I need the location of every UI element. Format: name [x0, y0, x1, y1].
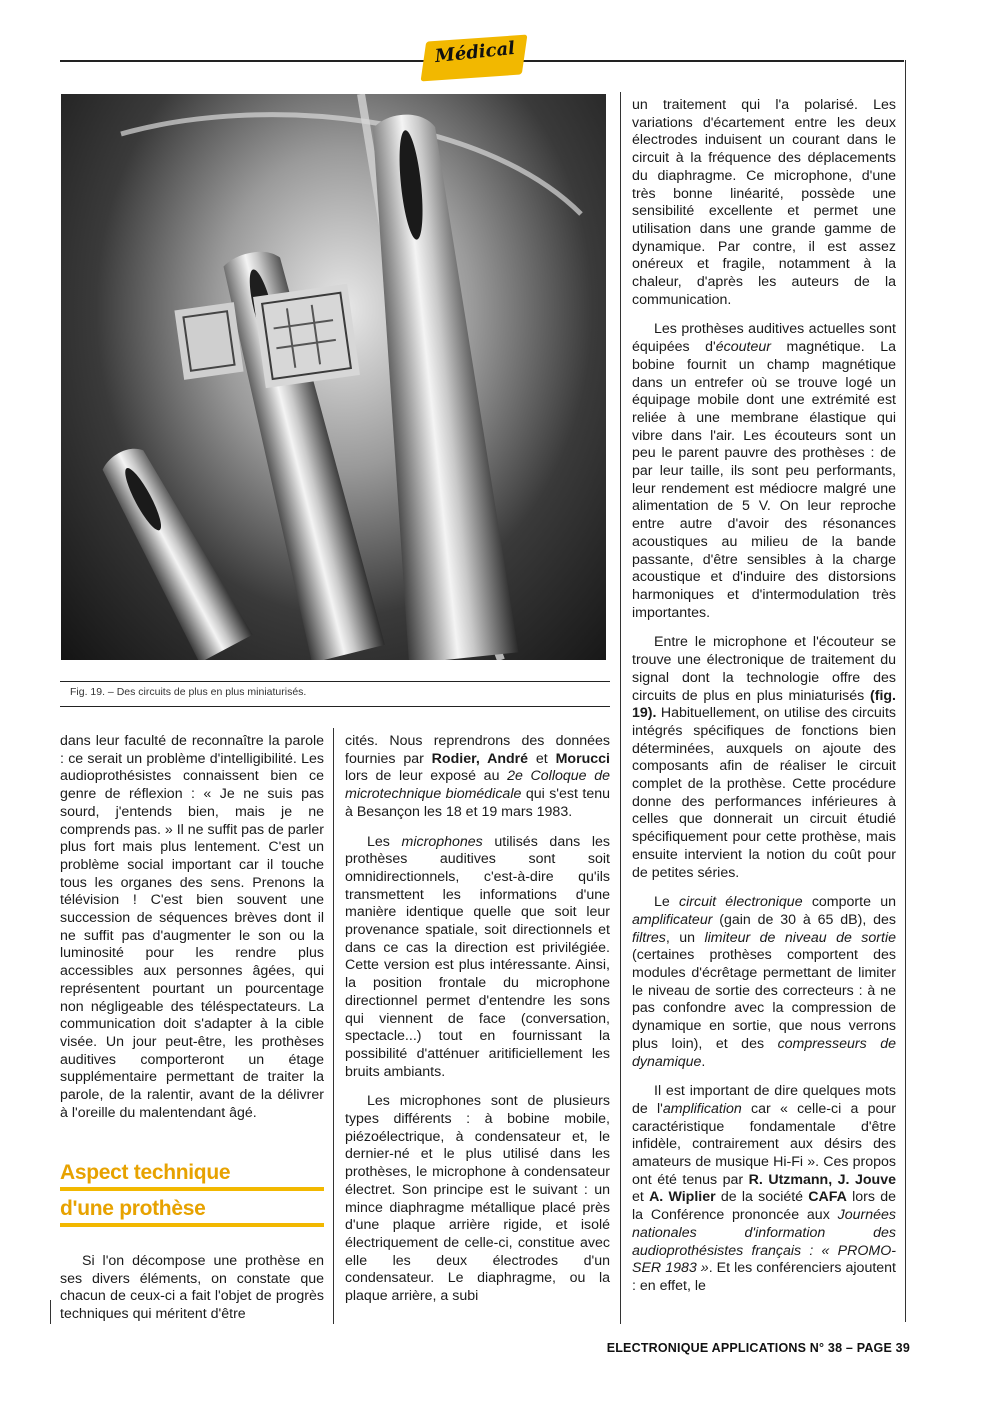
- figure-19-photo: [61, 94, 606, 660]
- section-heading-line-1: Aspect technique: [60, 1161, 324, 1191]
- section-heading-line-2: d'une prothèse: [60, 1197, 324, 1227]
- column-2: [345, 733, 610, 1318]
- column-1-bottom: [60, 1253, 324, 1336]
- col3-paragraph-4: Le circuit électronique comporte un amplificateur (gain de 30 à 65 dB), des filtres, un limiteur de niveau de sortie (certaines prothèses comportent des modules d'écrêtage permettant de limiter le niveau de sortie des correcteurs : à ne pas confondre avec la compression de dynamique en sortie, que nous verrons plus loin), et des compresseurs de dynamique.: [632, 894, 896, 1070]
- page-footer: ELECTRONIQUE APPLICATIONS N° 38 – PAGE 39: [606, 1341, 910, 1355]
- header-rule-left: [60, 60, 428, 62]
- col3-paragraph-3: Entre le microphone et l'écouteur se trouve une électronique de traitement du signal dont la technologie offre des circuits de plus en plus miniaturisés (fig. 19). Habituellement, on utilise des circuits intégrés spécifiques de fonctions bien déterminées, auxquels on ajoute des composants afin de réaliser le circuit complet de la prothèse. Cette procédure donne des performances inférieures à celles que donnerait un circuit étudié spécifiquement pour cette prothèse, mais ensuite intervient la notion du coût pour de petites séries.: [632, 634, 896, 881]
- col1-paragraph-1: dans leur faculté de reconnaître la parole : ce serait un problème d'intelligibilité. Les audioprothésistes connaissent bien ce genre de réflexion : « Je ne suis pas sourd, j'entends bien, mais je ne comprends pas. » Il ne suffit pas de parler plus fort mais plus lentement. C'est un problème social important car il touche tous les organes des sens. Prenons la télévision ! C'est bien souvent une succession de séquences brèves dont il ne suffit pas d'augmenter le son ou la luminosité pour les rendre plus accessibles aux personnes âgées, qui représentent pourtant un pourcentage non négligeable des téléspectateurs. La communication doit s'adapter à la cible visée. Un jour peut-être, les prothèses auditives comporteront un étage supplémentaire permettant de traiter la parole, de la ralentir, avant de la délivrer à l'oreille du malentendant âgé.: [60, 733, 324, 1121]
- needles-and-chip-illustration: [61, 94, 606, 660]
- column-3: [632, 97, 896, 1308]
- column-separator-2: [620, 92, 621, 1324]
- column-1-top: [60, 733, 324, 1134]
- caption-rule-top: [60, 681, 610, 682]
- col3-paragraph-5: Il est important de dire quelques mots de l'amplification car « celle-ci a pour caractéristique fondamentale d'être infidèle, contrairement aux désirs des amateurs de musique Hi-Fi ». Ces propos ont été tenus par R. Utzmann, J. Jouve et A. Wiplier de la société CAFA lors de la Conférence prononcée aux Journées nationales d'information des audioprothésistes français : « PROMO-SER 1983 ». Et les conférenciers ajoutent : en effet, le: [632, 1083, 896, 1294]
- left-margin-rule: [50, 1300, 51, 1324]
- col2-paragraph-3: Les microphones sont de plusieurs types différents : à bobine mobile, piézoélectrique, à condensateur et, le dernier-né et le plus utilisé dans les prothèses, le microphone à condensateur électret. Son principe est le suivant : un mince diaphragme métallique placé près d'une plaque arrière rigide, et isolé électriquement de celle-ci, constitue avec elle les deux électrodes d'un condensateur. Le diaphragme, ou la plaque arrière, a subi: [345, 1093, 610, 1305]
- column-separator-1: [333, 728, 334, 1324]
- caption-rule-bottom: [60, 706, 610, 707]
- header-rule-right: [522, 60, 904, 62]
- col1-paragraph-2: Si l'on décompose une prothèse en ses divers éléments, on constate que chacun de ceux-ci a fait l'objet de progrès techniques qui méritent d'être: [60, 1253, 324, 1323]
- col2-paragraph-1: cités. Nous reprendrons des données fournies par Rodier, André et Morucci lors de leur exposé au 2e Colloque de microtechnique biomédicale qui s'est tenu à Besançon les 18 et 19 mars 1983.: [345, 733, 611, 820]
- figure-caption: Fig. 19. – Des circuits de plus en plus miniaturisés.: [70, 686, 307, 698]
- col2-paragraph-2: Les microphones utilisés dans les prothèses auditives sont soit omnidirectionnels, c'est-à-dire qu'ils transmettent les informations d'une manière identique quelle que soit leur provenance spatiale, soit directionnels et dans ce cas la direction est privilégiée. Cette version est plus intéressante. Ainsi, la position frontale du microphone directionnel permet d'entendre les sons qui viennent de face (conversation, spectacle...) tout en fournissant la possibilité d'atténuer aritificiellement les bruits ambiants.: [345, 833, 610, 1080]
- col3-paragraph-2: Les prothèses auditives actuelles sont équipées d'écouteur magnétique. La bobine fournit un champ magnétique dans un entrefer où se trouve logé un équipage mobile dont une extrémité est reliée à une membrane élastique qui vibre dans l'air. Les écouteurs sont un peu le parent pauvre des prothèses : de par leur taille, ils sont peu performants, leur rendement est médiocre malgré une alimentation de 5 V. On leur reproche entre autre d'avoir des résonances acoustiques au milieu de la bande passante, d'être sensibles à la charge acoustique et d'induire des distorsions harmoniques et d'intermodulation très importantes.: [632, 321, 896, 621]
- section-tag: Médical: [433, 37, 517, 68]
- col3-paragraph-1: un traitement qui l'a polarisé. Les variations d'écartement entre les deux électrodes induisent un courant dans le circuit à la fréquence des déplacements du diaphragme. Ce microphone, d'une très bonne linéarité, possède une sensibilité excellente et permet une utilisation dans une grande gamme de dynamique. Par contre, il est assez onéreux et fragile, notamment à la chaleur, d'après les auteurs de la communication.: [632, 97, 896, 308]
- right-margin-rule: [905, 60, 906, 1322]
